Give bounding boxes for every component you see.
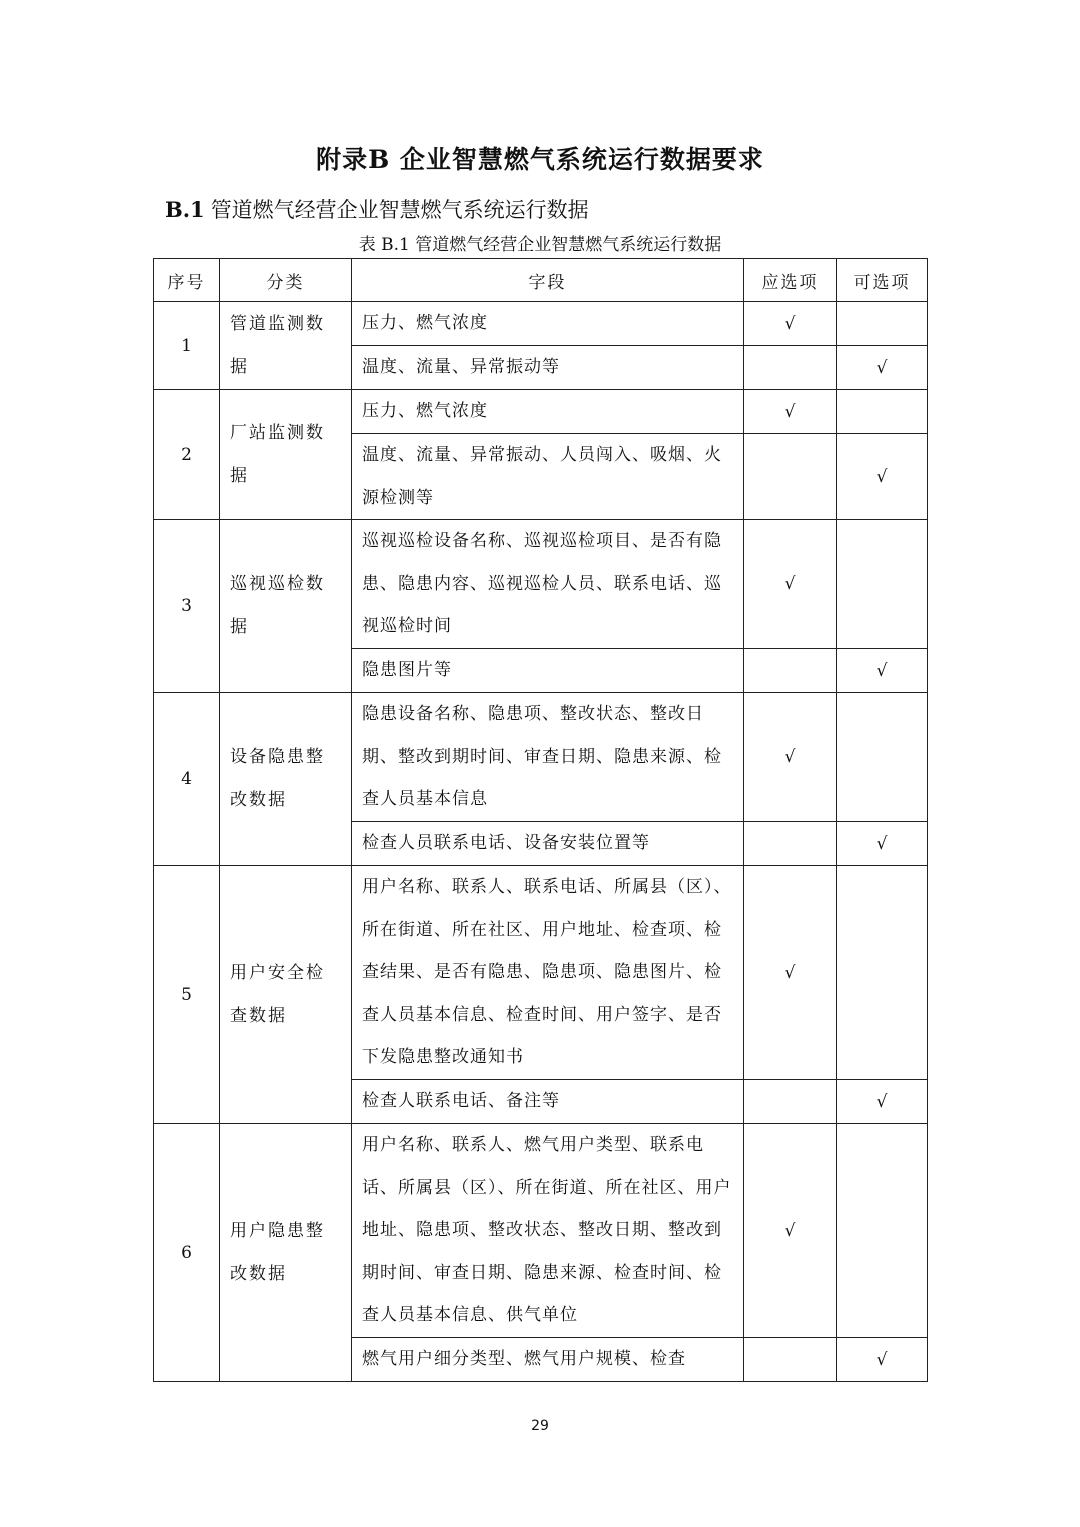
header-category: 分类	[220, 259, 352, 302]
row-field: 巡视巡检设备名称、巡视巡检项目、是否有隐患、隐患内容、巡视巡检人员、联系电话、巡视巡检时间	[352, 520, 744, 649]
table-row	[154, 302, 928, 346]
header-field: 字段	[352, 259, 744, 302]
row-category: 用户安全检查数据	[220, 866, 352, 1124]
section-title: 管道燃气经营企业智慧燃气系统运行数据	[210, 198, 589, 222]
row-field: 压力、燃气浓度	[352, 390, 744, 434]
row-category: 管道监测数据	[220, 302, 352, 390]
row-field: 检查人联系电话、备注等	[352, 1080, 744, 1124]
table-row	[154, 390, 928, 434]
row-number: 6	[154, 1124, 220, 1382]
row-field: 检查人员联系电话、设备安装位置等	[352, 822, 744, 866]
row-field: 温度、流量、异常振动等	[352, 346, 744, 390]
table-row	[154, 866, 928, 1080]
required-mark	[744, 822, 837, 866]
header-optional: 可选项	[837, 259, 928, 302]
row-number: 3	[154, 520, 220, 693]
row-category: 设备隐患整改数据	[220, 693, 352, 866]
table-row	[154, 1124, 928, 1338]
optional-mark	[837, 866, 928, 1080]
appendix-title: 附录B 企业智慧燃气系统运行数据要求	[316, 145, 764, 174]
required-mark: √	[744, 866, 837, 1080]
required-mark	[744, 434, 837, 520]
optional-mark	[837, 1124, 928, 1338]
header-no: 序号	[154, 259, 220, 302]
row-field: 隐患图片等	[352, 649, 744, 693]
optional-mark	[837, 520, 928, 649]
required-mark	[744, 346, 837, 390]
header-required: 应选项	[744, 259, 837, 302]
optional-mark: √	[837, 1080, 928, 1124]
optional-mark: √	[837, 346, 928, 390]
row-field: 用户名称、联系人、联系电话、所属县（区）、所在街道、所在社区、用户地址、检查项、检查结果、是否有隐患、隐患项、隐患图片、检查人员基本信息、检查时间、用户签字、是否下发隐患整改通知书	[352, 866, 744, 1080]
required-mark: √	[744, 693, 837, 822]
optional-mark: √	[837, 649, 928, 693]
optional-mark	[837, 302, 928, 346]
row-field: 燃气用户细分类型、燃气用户规模、检查	[352, 1338, 744, 1382]
table-header-row	[154, 259, 928, 302]
row-category: 巡视巡检数据	[220, 520, 352, 693]
optional-mark	[837, 390, 928, 434]
required-mark	[744, 1338, 837, 1382]
table-row	[154, 693, 928, 822]
optional-mark: √	[837, 434, 928, 520]
row-field: 用户名称、联系人、燃气用户类型、联系电话、所属县（区）、所在街道、所在社区、用户地址、隐患项、整改状态、整改日期、整改到期时间、审查日期、隐患来源、检查时间、检查人员基本信息、供气单位	[352, 1124, 744, 1338]
row-field: 隐患设备名称、隐患项、整改状态、整改日期、整改到期时间、审查日期、隐患来源、检查人员基本信息	[352, 693, 744, 822]
page-number: 29	[531, 1418, 549, 1434]
required-mark	[744, 1080, 837, 1124]
table-body	[154, 302, 928, 1382]
optional-mark	[837, 693, 928, 822]
row-category: 用户隐患整改数据	[220, 1124, 352, 1382]
optional-mark: √	[837, 1338, 928, 1382]
table-caption: 表 B.1 管道燃气经营企业智慧燃气系统运行数据	[358, 235, 722, 255]
row-number: 1	[154, 302, 220, 390]
row-number: 5	[154, 866, 220, 1124]
optional-mark: √	[837, 822, 928, 866]
row-field: 温度、流量、异常振动、人员闯入、吸烟、火源检测等	[352, 434, 744, 520]
section-heading	[165, 194, 589, 224]
row-field: 压力、燃气浓度	[352, 302, 744, 346]
required-mark: √	[744, 302, 837, 346]
section-number: B.1	[165, 197, 205, 222]
table-row	[154, 520, 928, 649]
row-category: 厂站监测数据	[220, 390, 352, 520]
required-mark	[744, 649, 837, 693]
required-mark: √	[744, 390, 837, 434]
data-table	[153, 258, 928, 1382]
required-mark: √	[744, 520, 837, 649]
row-number: 2	[154, 390, 220, 520]
required-mark: √	[744, 1124, 837, 1338]
row-number: 4	[154, 693, 220, 866]
